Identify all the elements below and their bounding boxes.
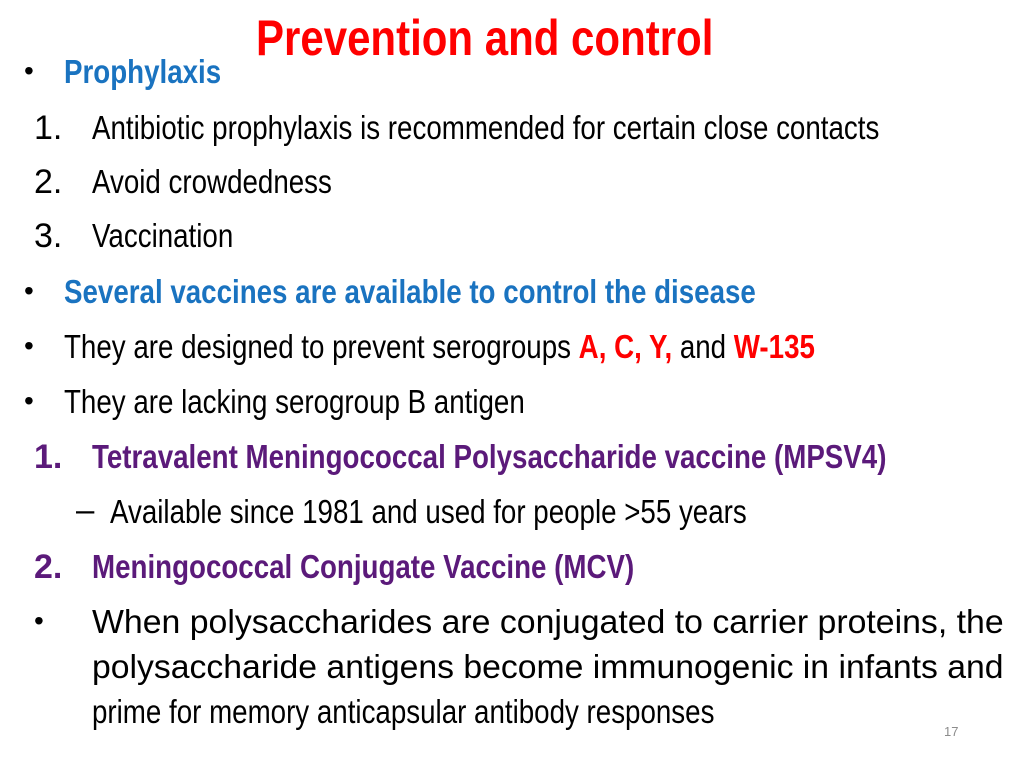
serogroups-line: They are designed to prevent serogroups A, C, Y, and W-135	[64, 328, 815, 365]
prophylaxis-label: Prophylaxis	[64, 53, 222, 90]
list-number: 2.	[34, 163, 63, 201]
vaccines-heading: Several vaccines are available to control the disease	[64, 273, 756, 310]
serogroup-w135: W-135	[733, 328, 815, 365]
bullet-icon: •	[24, 275, 34, 306]
prophylaxis-heading	[64, 52, 251, 92]
dash-icon: –	[76, 491, 95, 528]
vaccine-number: 2.	[34, 548, 63, 586]
mcv-detail-line: When polysaccharides are conjugated to carrier proteins, the	[92, 603, 1004, 640]
list-item: Avoid crowdedness	[92, 163, 332, 200]
lacking-line: They are lacking serogroup B antigen	[64, 383, 525, 420]
vaccine-mcv: Meningococcal Conjugate Vaccine (MCV)	[92, 548, 635, 585]
vaccine-mpsv4: Tetravalent Meningococcal Polysaccharide vaccine (MPSV4)	[92, 438, 887, 475]
bullet-icon: •	[24, 55, 34, 86]
slide-number: 17	[944, 724, 959, 739]
vaccine-number: 1.	[34, 438, 63, 476]
slide-title: Prevention and control	[256, 10, 714, 66]
list-item: Vaccination	[92, 217, 234, 254]
list-item: Antibiotic prophylaxis is recommended for certain close contacts	[92, 109, 880, 146]
vaccine-mpsv4-detail: Available since 1981 and used for people >55 years	[110, 493, 747, 530]
bullet-icon: •	[34, 605, 44, 636]
list-number: 1.	[34, 109, 63, 147]
mcv-detail-line: prime for memory anticapsular antibody responses	[92, 693, 715, 730]
bullet-icon: •	[24, 385, 34, 416]
bullet-icon: •	[24, 330, 34, 361]
mcv-detail-line: polysaccharide antigens become immunogenic in infants and	[92, 648, 1004, 685]
serogroup-list: A, C, Y,	[578, 328, 673, 365]
list-number: 3.	[34, 217, 63, 255]
